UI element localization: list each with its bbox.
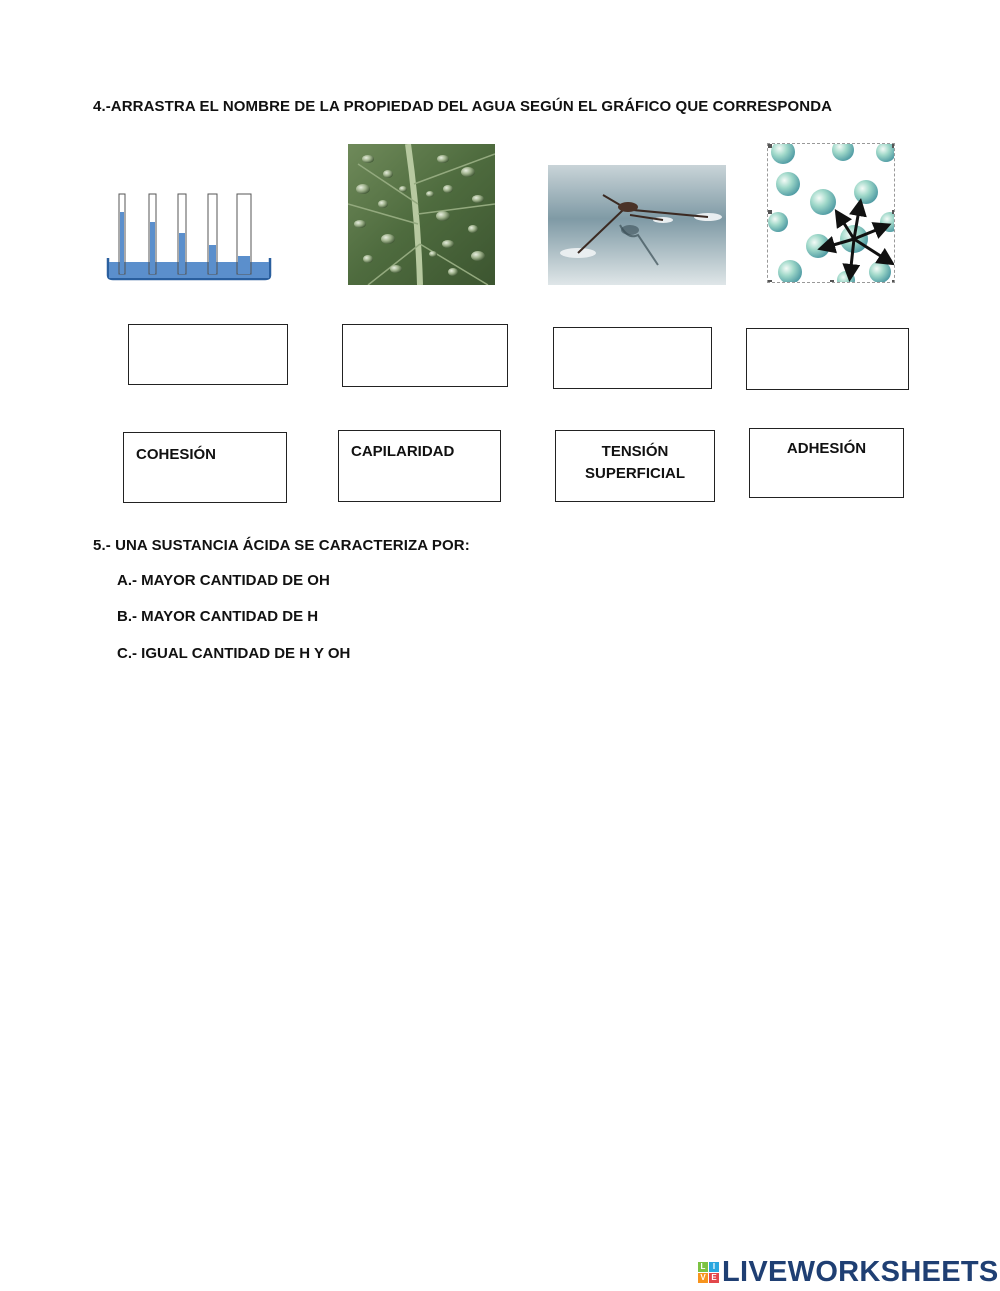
- liveworksheets-logo: [698, 1256, 999, 1289]
- leaf-water-drops-icon: [348, 144, 495, 285]
- label-text-line-1: TENSIÓN: [601, 443, 669, 460]
- label-text-line-2: SUPERFICIAL: [584, 465, 685, 482]
- draggable-label-adhesion[interactable]: [749, 428, 904, 498]
- drop-target-1[interactable]: [128, 324, 288, 385]
- draggable-label-cohesion[interactable]: [123, 432, 287, 503]
- answer-option-b[interactable]: B.- MAYOR CANTIDAD DE H: [117, 608, 319, 625]
- water-strider-icon: [548, 165, 726, 285]
- logo-blocks-icon: L I V E: [698, 1262, 719, 1283]
- capillary-tubes-icon: [105, 190, 273, 285]
- label-text: COHESIÓN: [136, 446, 217, 463]
- question-5-title: 5.- UNA SUSTANCIA ÁCIDA SE CARACTERIZA POR:: [93, 537, 470, 554]
- question-4-title: 4.-ARRASTRA EL NOMBRE DE LA PROPIEDAD DEL AGUA SEGÚN EL GRÁFICO QUE CORRESPONDA: [93, 98, 833, 115]
- label-text: CAPILARIDAD: [351, 443, 455, 460]
- molecule-cohesion-icon: [767, 143, 895, 283]
- draggable-label-tension-superficial[interactable]: [555, 430, 715, 502]
- answer-option-a[interactable]: A.- MAYOR CANTIDAD DE OH: [117, 572, 330, 589]
- drop-target-3[interactable]: [553, 327, 712, 389]
- drop-target-4[interactable]: [746, 328, 909, 390]
- logo-text: LIVEWORKSHEETS: [722, 1256, 999, 1288]
- answer-option-c[interactable]: C.- IGUAL CANTIDAD DE H Y OH: [117, 645, 351, 662]
- drop-target-2[interactable]: [342, 324, 508, 387]
- label-text: ADHESIÓN: [786, 440, 867, 457]
- draggable-label-capilaridad[interactable]: [338, 430, 501, 502]
